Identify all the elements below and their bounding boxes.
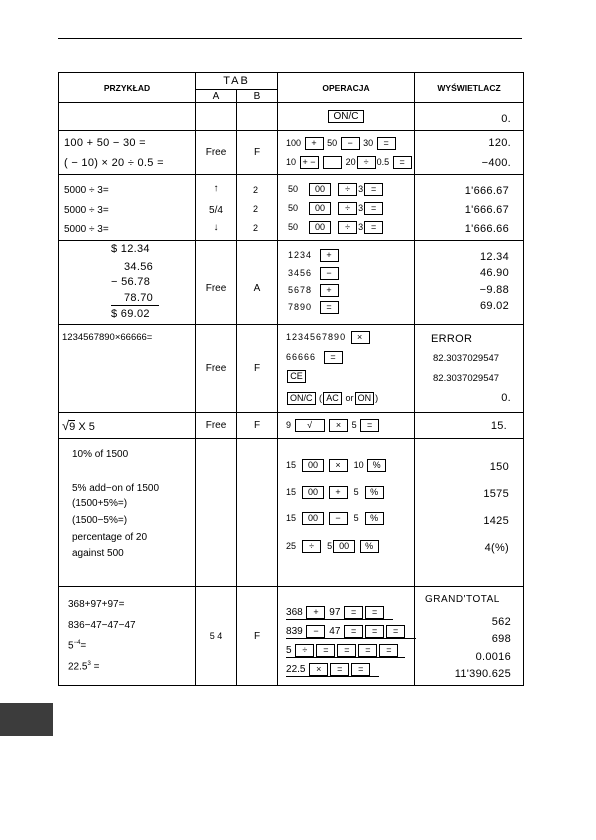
key-seq: 5 [351, 419, 357, 430]
key-seq: 5 [353, 486, 359, 497]
example-line: 368+97+97= [68, 599, 125, 610]
divide-key: ÷ [357, 156, 376, 169]
key-seq: 20 [345, 156, 356, 167]
equals-key: = [351, 663, 370, 676]
header-tab-a: A [196, 90, 237, 103]
r3-display [415, 175, 524, 241]
display-value: 0. [501, 392, 512, 404]
multiply-key: × [329, 459, 348, 472]
key-seq: 1234 [288, 249, 313, 260]
r8-example [59, 587, 196, 686]
r8-a [196, 587, 237, 686]
display-value: 0. [501, 113, 512, 125]
equals-key: = [358, 644, 377, 657]
example-line: 22.5 [68, 661, 88, 673]
equals-key: = [364, 183, 383, 196]
equals-key: = [365, 606, 384, 619]
minus-key: − [306, 625, 325, 638]
equals-key: = [365, 625, 384, 638]
equals-key: = [316, 644, 335, 657]
equals-key: = [337, 644, 356, 657]
key-seq: 1234567890 [286, 331, 347, 342]
r6-display [415, 413, 524, 439]
key-seq: 5 [286, 645, 292, 657]
display-value: −400. [481, 157, 512, 169]
r8-b [237, 587, 278, 686]
percent-key: % [367, 459, 386, 472]
key-seq: 15 [286, 459, 297, 470]
onc-key: ON/C [287, 392, 316, 405]
r5-example [59, 325, 196, 413]
key-seq: 15 [286, 486, 297, 497]
key-seq: 3456 [288, 267, 313, 278]
example-line: $ 69.02 [111, 308, 150, 320]
double-zero-key: 00 [302, 459, 324, 472]
tab-b-value: F [253, 420, 261, 431]
exponent: −4 [73, 640, 81, 646]
example-line: (1500−5%=) [72, 515, 128, 526]
tab-a-value: 5/4 [209, 205, 223, 216]
example-line: 34.56 [124, 261, 154, 273]
key-seq: 47 [329, 626, 341, 638]
minus-key: − [341, 137, 360, 150]
top-rule [58, 38, 522, 39]
or-text: or [345, 392, 354, 403]
tab-a-value: Free [205, 283, 227, 294]
multiply-key: × [351, 331, 370, 344]
key-seq: 3 [358, 221, 364, 232]
key-seq: 10 [286, 156, 297, 167]
example-line: percentage of 20 [72, 532, 148, 543]
exponent: 3 [87, 661, 91, 667]
tab-a-value: Free [205, 420, 227, 431]
paren-text: ) [375, 392, 379, 403]
equals-key: = [377, 137, 396, 150]
r4-operation [278, 241, 415, 325]
r4-display [415, 241, 524, 325]
sqrt-icon: √ [62, 418, 70, 433]
double-zero-key: 00 [333, 540, 355, 553]
key-seq: 3 [358, 202, 364, 213]
r7-b [237, 439, 278, 587]
double-zero-key: 00 [302, 512, 324, 525]
grand-total-label: GRAND'TOTAL [425, 594, 500, 605]
example-line: (1500+5%=) [72, 498, 128, 509]
plus-key: + [320, 249, 339, 262]
display-value: 82.3037029547 [433, 353, 500, 364]
key-seq: 66666 [286, 351, 317, 362]
display-value: 15. [490, 420, 508, 432]
tab-a-value: 5 4 [209, 631, 223, 641]
r2-example [59, 131, 196, 175]
display-value: −9.88 [479, 284, 510, 296]
r3-example [59, 175, 196, 241]
r4-a [196, 241, 237, 325]
ce-key: CE [287, 370, 306, 383]
plus-key: + [320, 284, 339, 297]
sign-key: + − [300, 156, 319, 169]
example-line: 78.70 [124, 292, 154, 304]
display-value: 4(%) [484, 542, 510, 554]
example-line: 100 + 50 − 30 = [64, 137, 146, 149]
multiply-key: × [329, 419, 348, 432]
example-line: 5000 ÷ 3= [64, 224, 109, 235]
example-line: X 5 [78, 421, 95, 433]
key-seq: 97 [329, 607, 341, 619]
blank-key [323, 156, 342, 169]
header-tab-b: B [237, 90, 278, 103]
r6-a [196, 413, 237, 439]
r5-b [237, 325, 278, 413]
r5-display [415, 325, 524, 413]
percent-key: % [365, 512, 384, 525]
minus-key: − [329, 512, 348, 525]
section-tab-marker [0, 703, 53, 736]
example-line: 5000 ÷ 3= [64, 205, 109, 216]
divide-key: ÷ [338, 202, 357, 215]
display-value: 150 [489, 461, 510, 473]
equals-key: = [344, 606, 363, 619]
key-seq: 22.5 [286, 664, 306, 676]
example-line: 5000 ÷ 3= [64, 185, 109, 196]
key-seq: 5 [327, 540, 333, 551]
divide-key: ÷ [338, 183, 357, 196]
key-seq: 50 [327, 137, 338, 148]
on-key: ON [355, 392, 375, 405]
r3-a [196, 175, 237, 241]
display-value: 1'666.67 [464, 185, 510, 197]
tab-b-value: F [253, 147, 261, 158]
r6-operation [278, 413, 415, 439]
tab-b-value: A [253, 283, 261, 294]
r8-display [415, 587, 524, 686]
tab-b-value: F [253, 631, 261, 642]
header-display: WYŚWIETLACZ [415, 73, 524, 103]
tab-a-value: Free [205, 147, 227, 158]
r6-b [237, 413, 278, 439]
onc-key: ON/C [328, 110, 364, 123]
key-seq: 5678 [288, 284, 313, 295]
example-line: against 500 [72, 548, 124, 559]
example-line: = [90, 661, 100, 673]
r1-display [415, 103, 524, 131]
r4-b [237, 241, 278, 325]
r7-display [415, 439, 524, 587]
equals-key: = [379, 644, 398, 657]
example-line: 836−47−47−47 [68, 620, 136, 631]
display-value: 1'666.66 [464, 223, 510, 235]
example-line: = [80, 640, 87, 652]
double-zero-key: 00 [309, 202, 331, 215]
display-value: 11'390.625 [454, 668, 512, 680]
r2-operation [278, 131, 415, 175]
key-seq: 100 [286, 137, 302, 148]
display-value: 1'666.67 [464, 204, 510, 216]
key-seq: 5 [353, 512, 359, 523]
multiply-key: × [309, 663, 328, 676]
ac-key: AC [323, 392, 342, 405]
display-value: 0.0016 [475, 651, 512, 663]
tab-b-value: 2 [253, 204, 259, 214]
r2-a [196, 131, 237, 175]
key-seq: 839 [286, 626, 303, 638]
equals-key: = [386, 625, 405, 638]
r3-operation [278, 175, 415, 241]
r3-b [237, 175, 278, 241]
display-value: ERROR [431, 333, 473, 345]
minus-key: − [320, 267, 339, 280]
key-seq: 9 [286, 419, 292, 430]
header-tab: TAB [196, 73, 278, 90]
r1-b [237, 103, 278, 131]
equals-key: = [364, 221, 383, 234]
key-seq: 50 [288, 221, 299, 232]
r7-example [59, 439, 196, 587]
key-seq: 10 [353, 459, 364, 470]
r1-a [196, 103, 237, 131]
display-value: 698 [491, 633, 512, 645]
key-seq: 50 [288, 202, 299, 213]
display-value: 1575 [483, 488, 510, 500]
r4-example [59, 241, 196, 325]
display-value: 46.90 [479, 267, 510, 279]
equals-key: = [324, 351, 343, 364]
sqrt-key: √ [295, 419, 325, 432]
r1-operation [278, 103, 415, 131]
r7-a [196, 439, 237, 587]
r7-operation [278, 439, 415, 587]
sqrt-radicand: 9 [69, 421, 76, 433]
r5-a [196, 325, 237, 413]
equals-key: = [320, 301, 339, 314]
sum-rule [111, 305, 159, 306]
r5-operation [278, 325, 415, 413]
double-zero-key: 00 [309, 183, 331, 196]
key-seq: 50 [288, 183, 299, 194]
key-seq: 30 [363, 137, 374, 148]
paren-text: ( [319, 392, 323, 403]
example-line: − 56.78 [111, 276, 151, 288]
r2-display [415, 131, 524, 175]
percent-key: % [360, 540, 379, 553]
equals-key: = [330, 663, 349, 676]
example-line: ( − 10) × 20 ÷ 0.5 = [64, 157, 164, 169]
plus-key: + [305, 137, 324, 150]
double-zero-key: 00 [309, 221, 331, 234]
display-value: 69.02 [479, 300, 510, 312]
plus-key: + [329, 486, 348, 499]
header-example: PRZYKŁAD [59, 73, 196, 103]
header-operation: OPERACJA [278, 73, 415, 103]
display-value: 120. [488, 137, 512, 149]
key-seq: 7890 [288, 301, 313, 312]
tab-b-value: F [253, 363, 261, 374]
key-seq: 15 [286, 512, 297, 523]
tab-b-value: 2 [253, 185, 259, 195]
plus-key: + [306, 606, 325, 619]
display-value: 562 [491, 616, 512, 628]
r1-example [59, 103, 196, 131]
display-value: 12.34 [479, 251, 510, 263]
r2-b [237, 131, 278, 175]
tab-a-value: Free [205, 363, 227, 374]
up-arrow-icon: ↑ [213, 183, 219, 194]
divide-key: ÷ [302, 540, 321, 553]
example-line: 5% add−on of 1500 [72, 483, 160, 494]
example-table [58, 72, 524, 686]
display-value: 1425 [483, 515, 510, 527]
example-line: 10% of 1500 [72, 449, 129, 460]
equals-key: = [344, 625, 363, 638]
r8-operation [278, 587, 415, 686]
percent-key: % [365, 486, 384, 499]
tab-b-value: 2 [253, 223, 259, 233]
equals-key: = [360, 419, 379, 432]
down-arrow-icon: ↓ [213, 222, 219, 233]
example-line: $ 12.34 [111, 243, 150, 255]
key-seq: 3 [358, 183, 364, 194]
key-seq: 368 [286, 607, 303, 619]
example-line: 5 [68, 640, 74, 652]
example-line: 1234567890×66666= [62, 332, 153, 343]
divide-key: ÷ [295, 644, 314, 657]
double-zero-key: 00 [302, 486, 324, 499]
display-value: 82.3037029547 [433, 373, 500, 384]
key-seq: 0.5 [376, 156, 390, 167]
r6-example [59, 413, 196, 439]
key-seq: 25 [286, 540, 297, 551]
divide-key: ÷ [338, 221, 357, 234]
equals-key: = [393, 156, 412, 169]
equals-key: = [364, 202, 383, 215]
